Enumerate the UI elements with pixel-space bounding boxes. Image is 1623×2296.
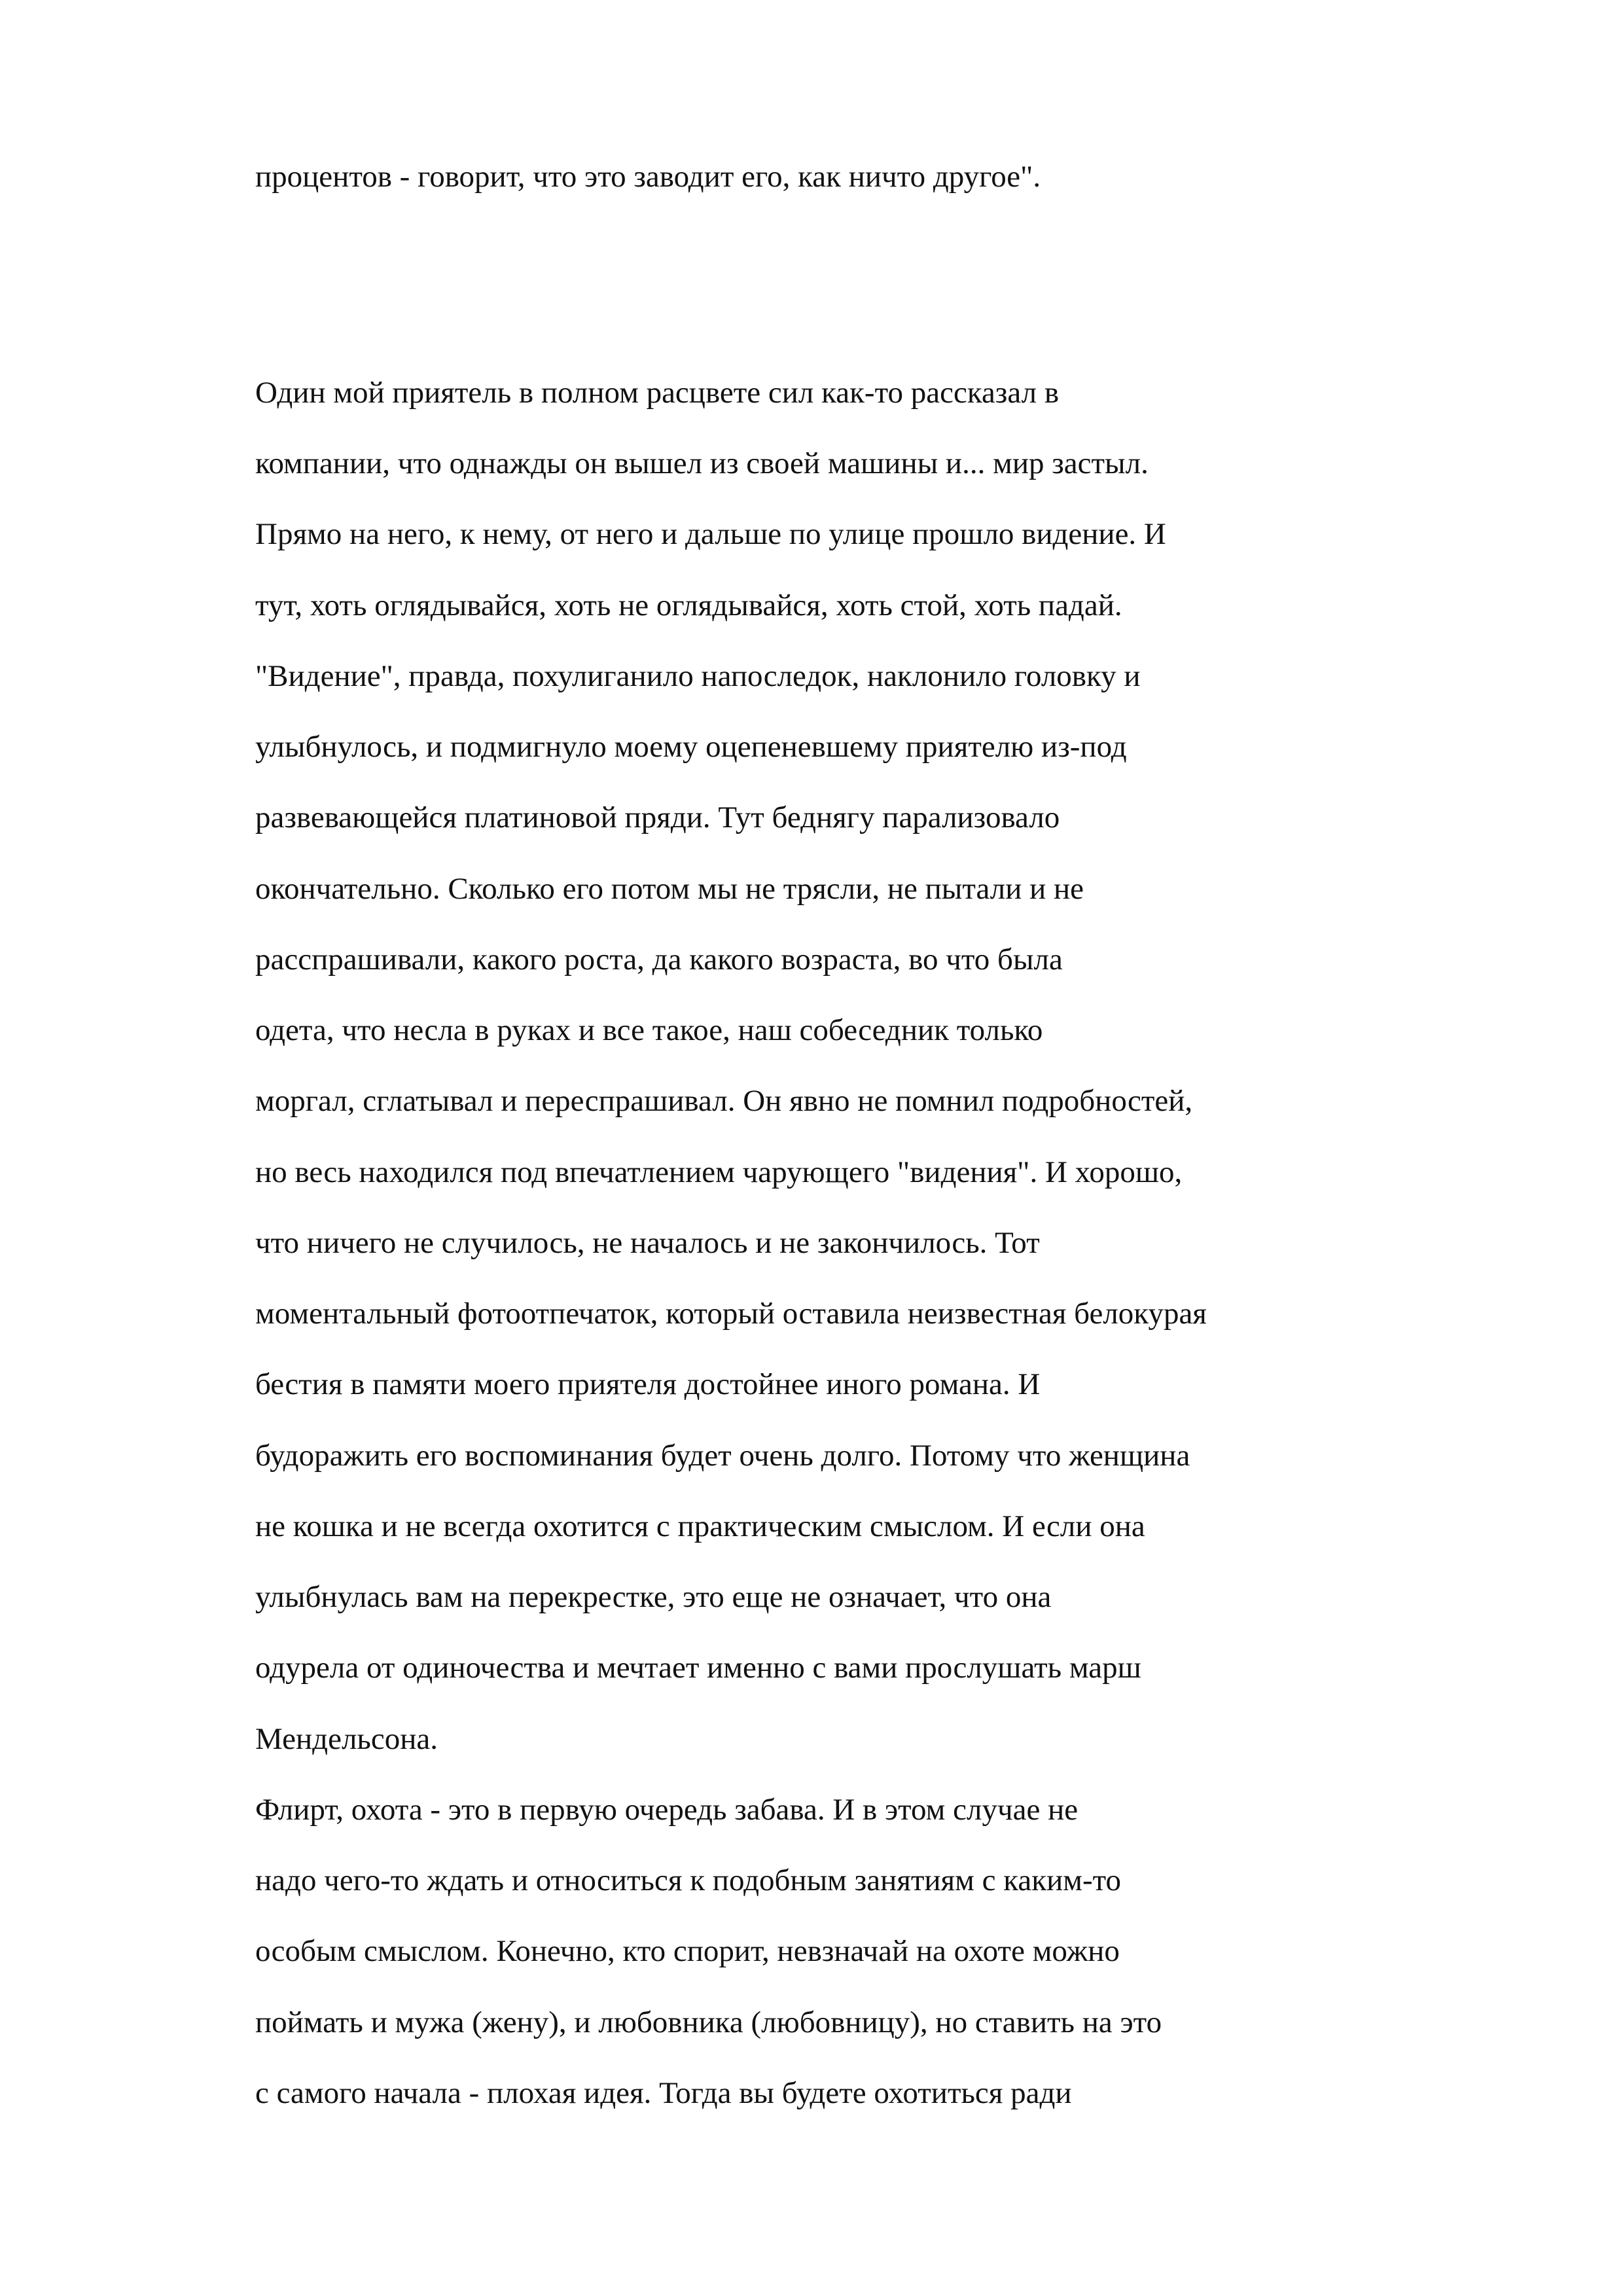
text-line: тут, хоть оглядывайся, хоть не оглядывайся, хоть стой, хоть падай. [255, 588, 1122, 622]
text-line: Мендельсона. [255, 1722, 438, 1756]
text-line: одета, что несла в руках и все такое, наш собеседник только [255, 1013, 1043, 1047]
text-line: Один мой приятель в полном расцвете сил как-то рассказал в [255, 376, 1060, 410]
text-line: моргал, сглатывал и переспрашивал. Он явно не помнил подробностей, [255, 1084, 1193, 1118]
text-line: улыбнулось, и подмигнуло моему оцепеневшему приятелю из-под [255, 730, 1127, 764]
text-line: расспрашивали, какого роста, да какого возраста, во что была [255, 942, 1063, 977]
text-line: "Видение", правда, похулиганило напоследок, наклонило головку и [255, 659, 1141, 693]
text-line: особым смыслом. Конечно, кто спорит, невзначай на охоте можно [255, 1934, 1120, 1968]
text-line: с самого начала - плохая идея. Тогда вы будете охотиться ради [255, 2076, 1072, 2110]
text-line: моментальный фотоотпечаток, который оставила неизвестная белокурая [255, 1297, 1207, 1331]
text-line: одурела от одиночества и мечтает именно с вами прослушать марш [255, 1651, 1141, 1685]
text-line: окончательно. Сколько его потом мы не трясли, не пытали и не [255, 872, 1084, 906]
text-line: процентов - говорит, что это заводит его, как ничто другое". [255, 160, 1041, 194]
text-line: бестия в памяти моего приятеля достойнее иного романа. И [255, 1367, 1041, 1401]
text-line: развевающейся платиновой пряди. Тут беднягу парализовало [255, 800, 1060, 834]
text-line: компании, что однажды он вышел из своей машины и... мир застыл. [255, 446, 1149, 480]
text-line: но весь находился под впечатлением чарующего "видения". И хорошо, [255, 1155, 1183, 1189]
text-line: поймать и мужа (жену), и любовника (любовницу), но ставить на это [255, 2005, 1162, 2039]
text-line: надо чего-то ждать и относиться к подобным занятиям с каким-то [255, 1863, 1122, 1897]
text-line: Прямо на него, к нему, от него и дальше по улице прошло видение. И [255, 517, 1166, 551]
text-line: Флирт, охота - это в первую очередь забава. И в этом случае не [255, 1793, 1079, 1827]
text-line: что ничего не случилось, не началось и не закончилось. Тот [255, 1226, 1040, 1260]
text-line: улыбнулась вам на перекрестке, это еще не означает, что она [255, 1580, 1052, 1614]
text-line: не кошка и не всегда охотится с практическим смыслом. И если она [255, 1509, 1145, 1543]
text-line: будоражить его воспоминания будет очень долго. Потому что женщина [255, 1439, 1190, 1473]
